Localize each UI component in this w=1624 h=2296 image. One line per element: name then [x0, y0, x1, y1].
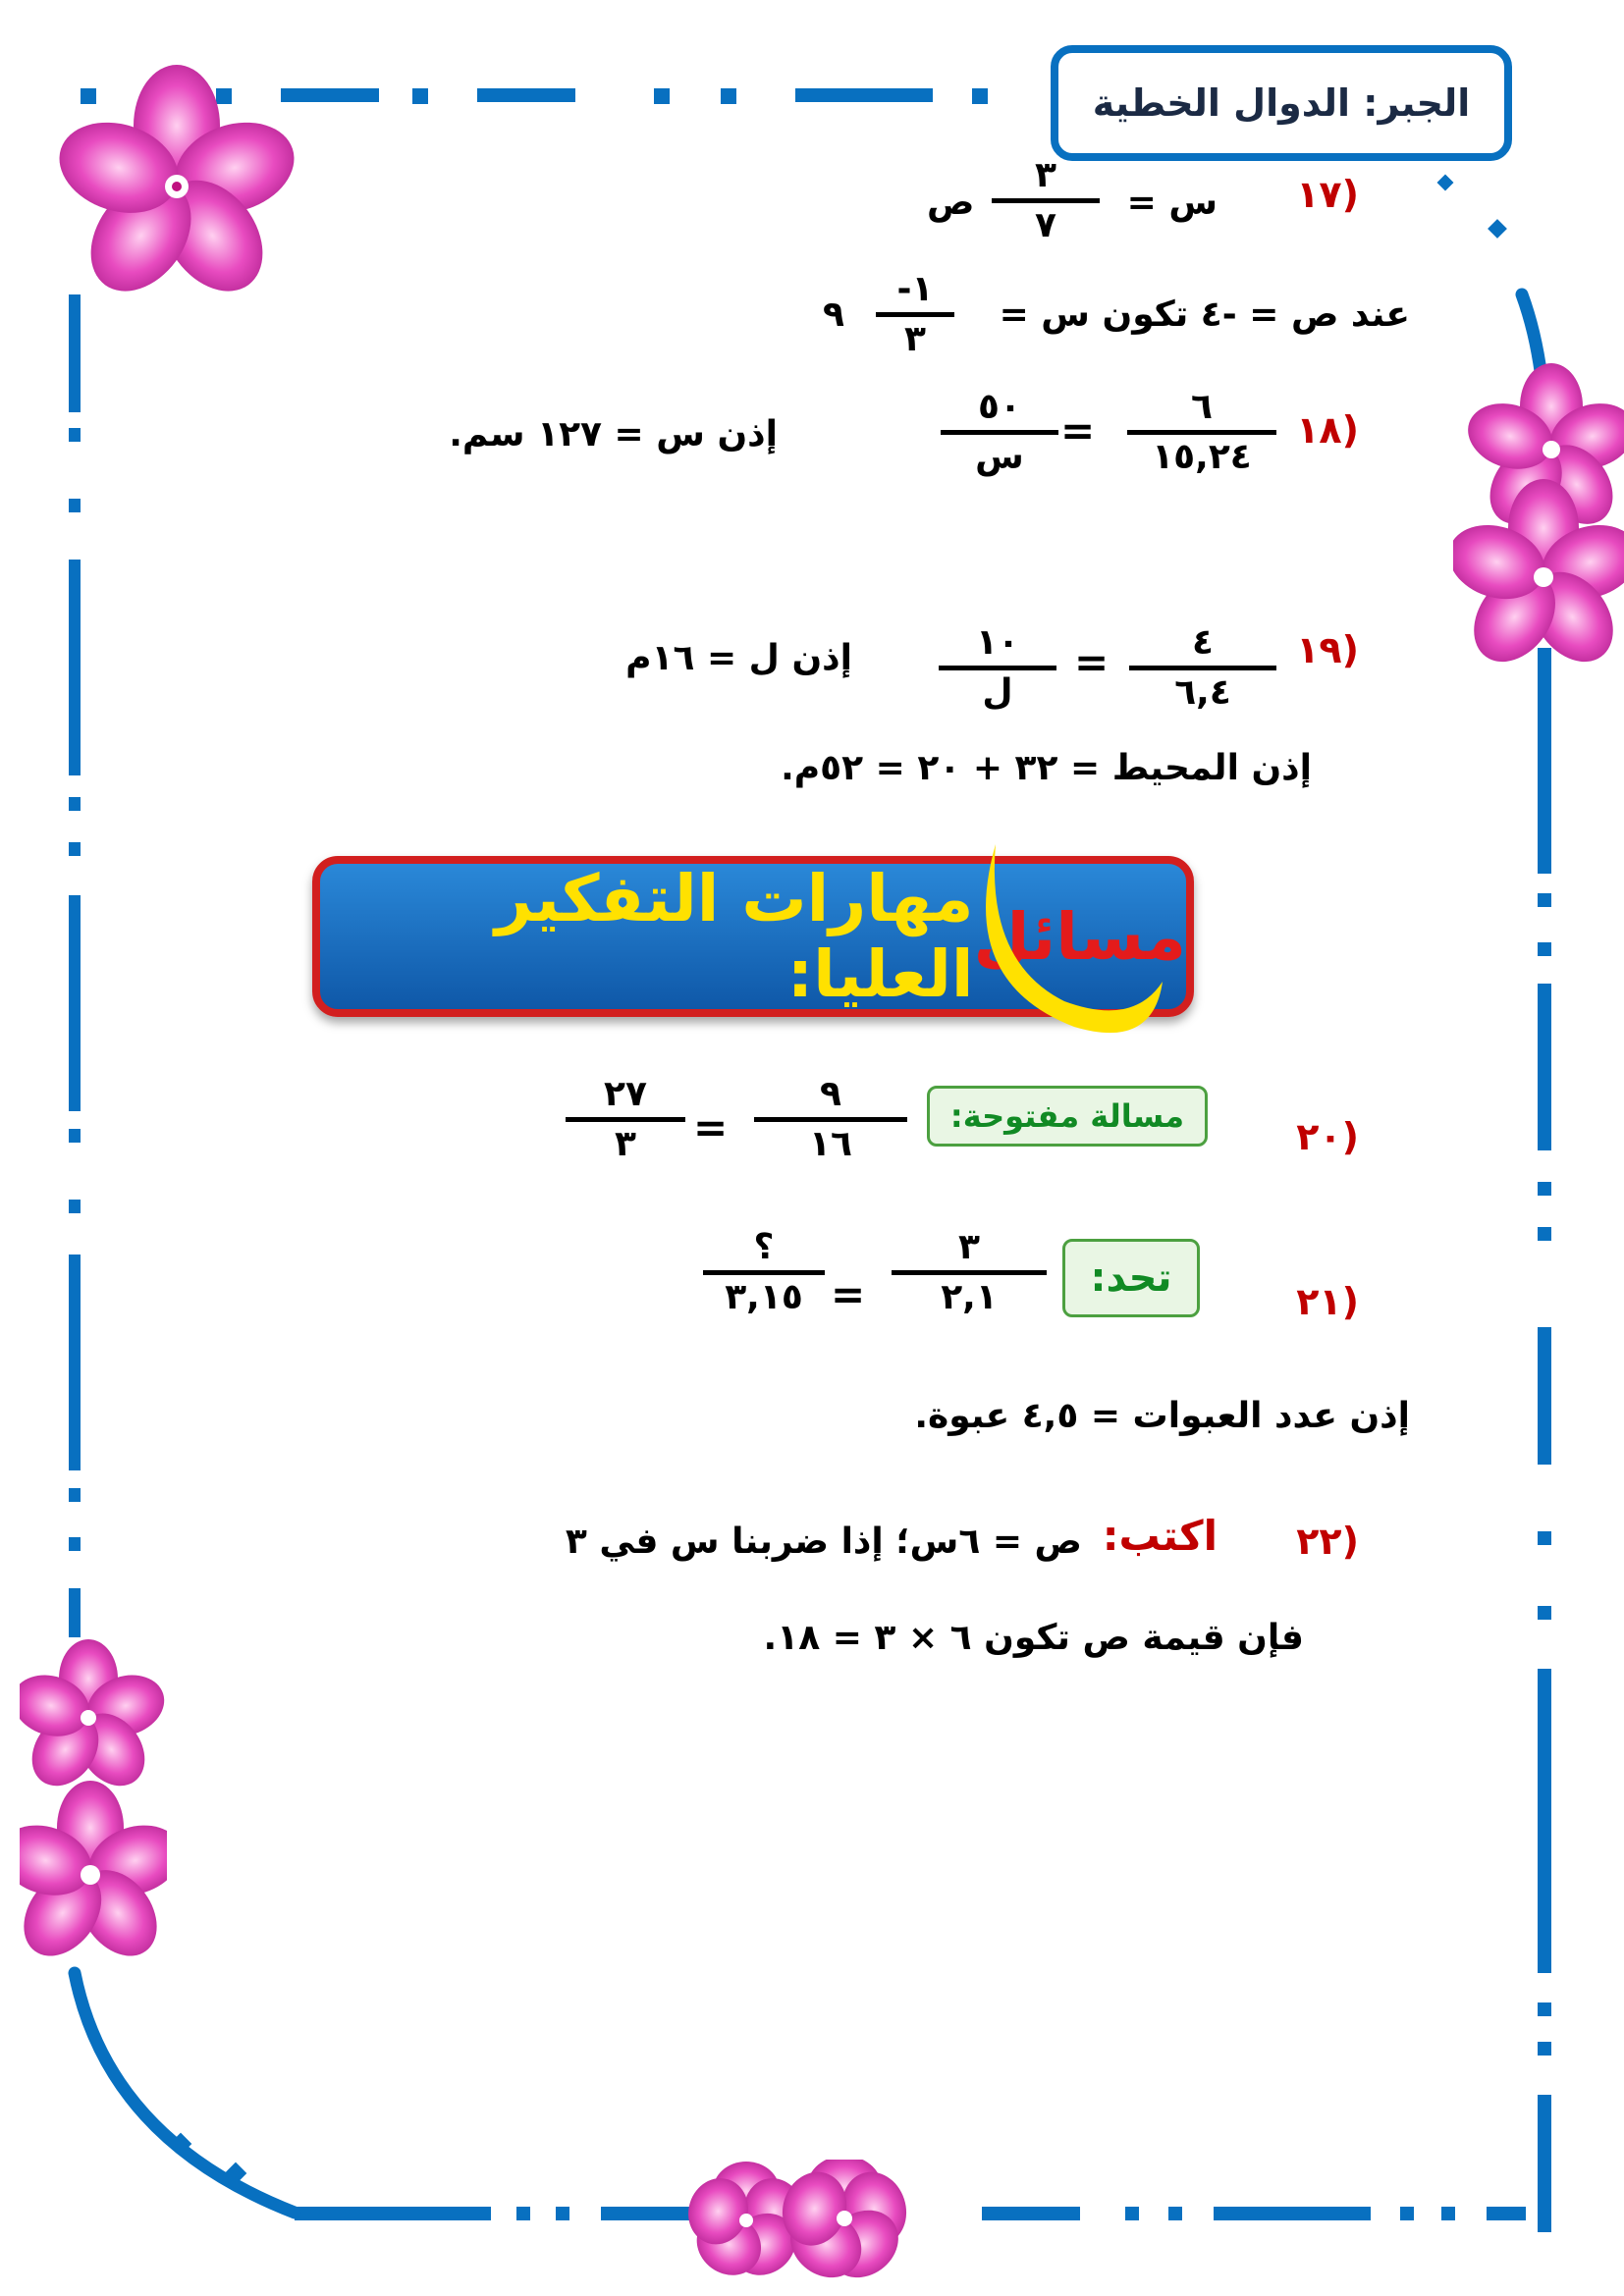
hots-banner-yellow-text: مهارات التفكير العليا: [495, 861, 974, 1012]
p20-frac2-numerator: ٢٧ [604, 1074, 647, 1114]
flower-icon [20, 1629, 167, 1983]
p18-equals: = [1060, 406, 1096, 454]
p21-result: إذن عدد العبوات = ٤,٥ عبوة. [914, 1396, 1410, 1436]
p20-fraction-2 [566, 1072, 685, 1167]
p20-frac1-numerator: ٩ [820, 1074, 841, 1114]
flower-icon [1453, 361, 1624, 675]
p17-numerator: ٣ [1035, 155, 1056, 195]
p19-equals: = [1074, 638, 1110, 686]
p19-result: إذن ل = ١٦م [625, 638, 852, 678]
p20-frac1-denominator: ١٦ [809, 1124, 852, 1164]
p18-frac1-numerator: ٦ [1191, 387, 1213, 427]
p19-line2: إذن المحيط = ٣٢ + ٢٠ = ٥٢م. [781, 748, 1312, 788]
p21-fraction-2 [703, 1225, 825, 1320]
p19-fraction-2 [939, 620, 1056, 716]
p17-line2-end: ٩ [823, 294, 844, 335]
hots-banner-red-text: مسائل [973, 898, 1186, 975]
p19-frac1-numerator: ٤ [1192, 622, 1214, 663]
p17-line2: عند ص = -٤ تكون س = [999, 294, 1410, 335]
lesson-title: الجبر: الدوال الخطية [1092, 81, 1471, 125]
p17-denominator: ٧ [1035, 205, 1056, 245]
p19-frac1-denominator: ٦,٤ [1174, 672, 1231, 713]
write-label: اكتب: [1102, 1512, 1218, 1560]
flower-icon [668, 2160, 962, 2296]
p19-fraction-1 [1129, 620, 1276, 716]
p21-frac2-denominator: ٣,١٥ [725, 1277, 803, 1317]
p17-line2-fraction [876, 267, 954, 362]
p18-frac1-denominator: ١٥,٢٤ [1152, 437, 1252, 477]
p18-frac2-denominator: س [975, 437, 1024, 477]
p22-line1: ص = ٦س؛ إذا ضربنا س في ٣ [565, 1522, 1082, 1562]
challenge-label: تحد: [1062, 1239, 1200, 1317]
crescent-icon [966, 834, 1172, 1041]
problem-number-20: (٢٠ [1296, 1115, 1359, 1158]
p19-frac2-denominator: ل [982, 672, 1013, 713]
p17-fraction [992, 153, 1100, 248]
p17-variable: ص [927, 183, 975, 223]
problem-number-17: (١٧ [1296, 173, 1359, 216]
p17-lhs: س = [1126, 183, 1218, 223]
p18-fraction-1 [1127, 385, 1276, 480]
p21-fraction-1 [892, 1225, 1047, 1320]
p21-frac1-denominator: ٢,١ [941, 1277, 998, 1317]
p20-fraction-1 [754, 1072, 907, 1167]
p19-frac2-numerator: ١٠ [976, 622, 1019, 663]
p20-equals: = [693, 1103, 729, 1151]
p22-line2: فإن قيمة ص تكون ٦ × ٣ = ١٨. [763, 1618, 1304, 1658]
problem-number-18: (١٨ [1296, 408, 1359, 452]
open-problem-label: مسالة مفتوحة: [927, 1086, 1208, 1147]
p17-line2-denominator: ٣ [904, 319, 926, 359]
flower-icon [10, 20, 304, 344]
p18-fraction-2 [941, 385, 1058, 480]
p21-equals: = [831, 1270, 866, 1318]
p17-line2-numerator: -١ [896, 269, 934, 309]
p18-result: إذن س = ١٢٧ سم. [449, 414, 778, 454]
lesson-title-badge [1051, 45, 1512, 161]
p20-frac2-denominator: ٣ [615, 1124, 636, 1164]
p21-frac2-numerator: ؟ [753, 1227, 775, 1267]
problem-number-21: (٢١ [1296, 1280, 1359, 1323]
problem-number-19: (١٩ [1296, 628, 1359, 671]
p18-frac2-numerator: ٥٠ [978, 387, 1021, 427]
problem-number-22: (٢٢ [1296, 1520, 1359, 1563]
p21-frac1-numerator: ٣ [958, 1227, 980, 1267]
